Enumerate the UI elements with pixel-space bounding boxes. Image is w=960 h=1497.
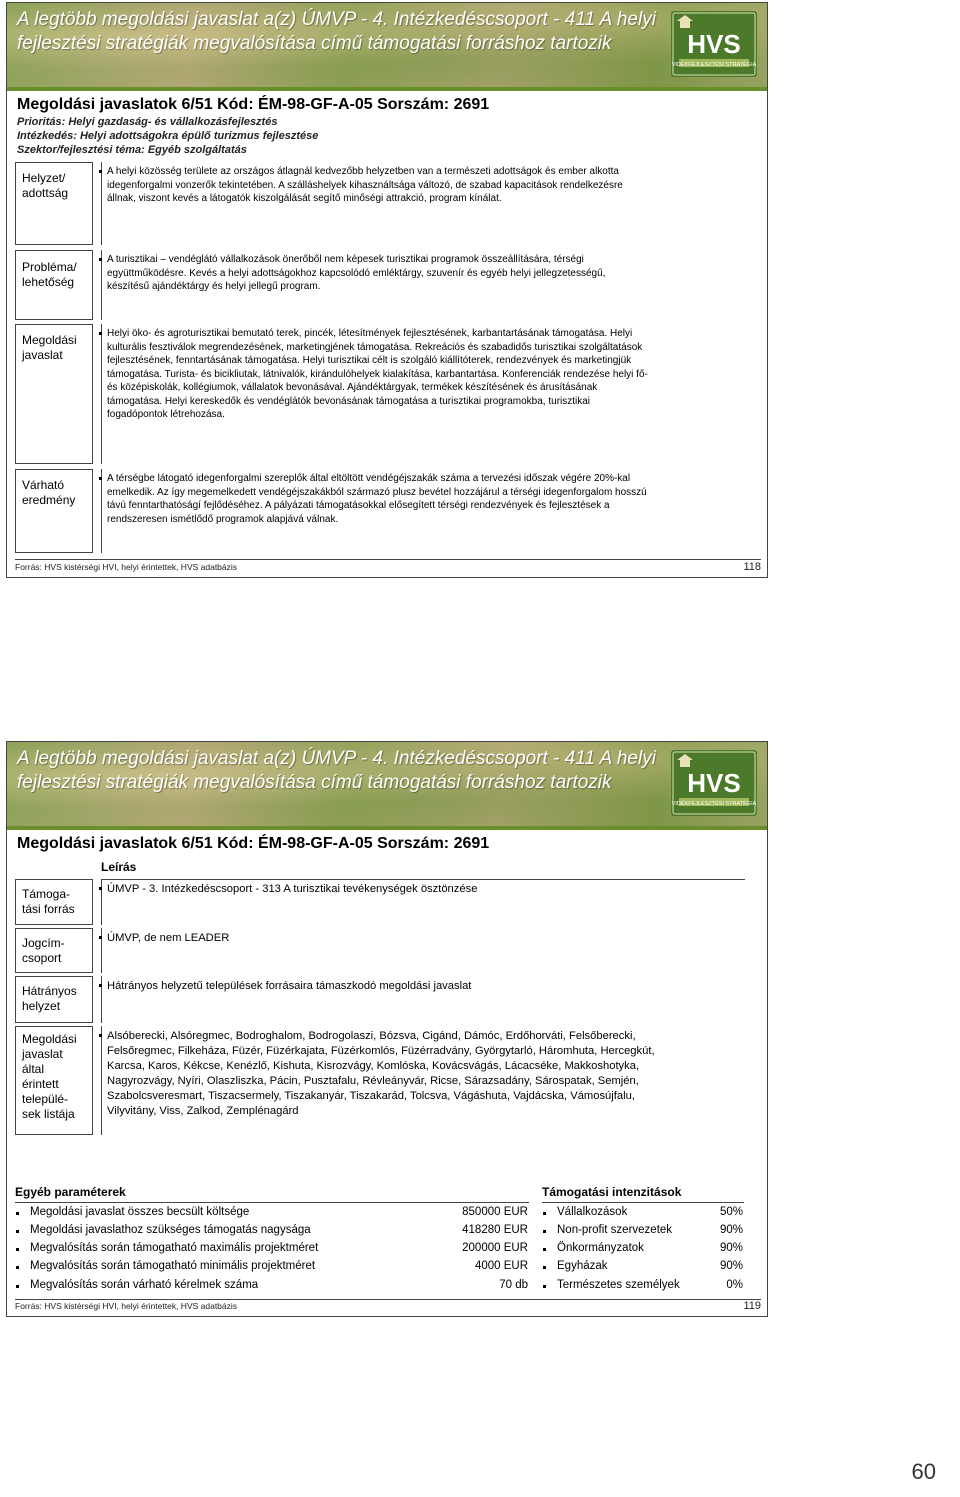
intensity-row: Természetes személyek 0% — [557, 1279, 743, 1291]
header-title-line1: A legtöbb megoldási javaslat a(z) ÚMVP - 4. Intézkedéscsoport - 411 A helyi — [17, 748, 656, 769]
label-problema: Probléma/ lehetőség — [15, 250, 93, 320]
slide-header — [7, 742, 767, 826]
source-note: Forrás: HVS kistérségi HVI, helyi érintettek, HVS adatbázis — [15, 1301, 238, 1311]
header-title-line2: fejlesztési stratégiák megvalósítása című támogatási forráshoz tartozik — [17, 33, 612, 54]
intensity-row: Vállalkozások 50% — [557, 1206, 743, 1218]
source-note: Forrás: HVS kistérségi HVI, helyi érintettek, HVS adatbázis — [15, 562, 238, 572]
param-row: Megvalósítás során támogatható maximális projektméret 200000 EUR — [30, 1242, 528, 1254]
header-divider — [7, 826, 767, 830]
svg-text:VIDÉKFEJLESZTÉSI STRATÉGIA: VIDÉKFEJLESZTÉSI STRATÉGIA — [671, 801, 757, 807]
intensity-row: Önkormányzatok 90% — [557, 1242, 743, 1254]
label-jogcimcsoport: Jogcím- csoport — [15, 928, 93, 973]
intensity-row: Non-profit szervezetek 90% — [557, 1224, 743, 1236]
label-helyzet: Helyzet/ adottság — [15, 162, 93, 245]
column-header-leiras: Leírás — [101, 860, 137, 874]
label-erintett-telepulesek: Megoldási javaslat által érintett települé- sek listája — [15, 1026, 93, 1135]
param-row: Megvalósítás során támogatható minimális projektméret 4000 EUR — [30, 1260, 528, 1272]
param-row: Megvalósítás során várható kérelmek száma 70 db — [30, 1279, 528, 1291]
megoldasi-text: Helyi öko- és agroturisztikai bemutató terek, pincék, létesítmények fejlesztésének, karbantartásának támogatása. Helyi kulturális fesztiválok megrendezésének, marketingjének támogatása. Rekreációs és szabadidős turisztikai szolgáltatások fejlesztésének, fenntartásának támogatása. Helyi turisztikai célt is szolgáló kiállítóterek, rendezvények és marketingjük támogatása. Turista- és bicikliutak, látnivalók, kirándulóhelyek kialakítása, karbantartása. Konferenciák rendezése helyi fő- és középiskolák, kollégiumok, vállalatok bevonásával. Ajándéktárgyak, termékek készítésének és árusításának támogatása. Helyi kereskedők és vendéglátók bevonásának támogatása a turisztikai programokba, turisztikai fogadópontok létrehozása. — [107, 327, 757, 422]
jogcimcsoport-text: ÚMVP, de nem LEADER — [107, 931, 757, 946]
intensity-title: Támogatási intenzitások — [542, 1185, 682, 1199]
svg-text:HVS: HVS — [687, 768, 741, 798]
label-hatranyos-helyzet: Hátrányos helyzet — [15, 976, 93, 1023]
label-megoldasi: Megoldási javaslat — [15, 324, 93, 464]
slide-118 — [6, 2, 768, 578]
header-title-line2: fejlesztési stratégiák megvalósítása című támogatási forráshoz tartozik — [17, 772, 612, 793]
tamogatasi-forras-text: ÚMVP - 3. Intézkedéscsoport - 313 A turisztikai tevékenységek ösztönzése — [107, 882, 757, 897]
helyzet-text: A helyi közösség területe az országos átlagnál kedvezőbb helyzetben van a természeti adottságok és ember alkotta idegenforgalmi vonzerők tekintetében. A szálláshelyek kihasználtsága változó, de szabad kapacitások rendelkezésre állnak, viszont kevés a látogatók kiszolgálását segítő minőségi attrakció, program kínálat. — [107, 165, 757, 206]
label-tamogatasi-forras: Támoga- tási forrás — [15, 879, 93, 925]
svg-text:HVS: HVS — [687, 29, 741, 59]
problema-text: A turisztikai – vendéglátó vállalkozások önerőből nem képesek turisztikai programok összeállítására, térségi együttműködésre. Kevés a helyi adottságokhoz kapcsolódó emléktárgy, szuvenír és egyéb helyi jellegzetességű, készítésű ajándéktárgy és helyi jellegű program. — [107, 253, 757, 294]
slide-title: Megoldási javaslatok 6/51 Kód: ÉM-98-GF-A-05 Sorszám: 2691 — [17, 835, 490, 852]
slide-page-number: 119 — [743, 1300, 761, 1312]
intensity-row: Egyházak 90% — [557, 1260, 743, 1272]
slide-page-number: 118 — [743, 561, 761, 573]
document-page-number: 60 — [911, 1459, 936, 1484]
params-title: Egyéb paraméterek — [15, 1185, 126, 1199]
sector-line: Szektor/fejlesztési téma: Egyéb szolgáltatás — [17, 144, 247, 156]
slide-title: Megoldási javaslatok 6/51 Kód: ÉM-98-GF-A-05 Sorszám: 2691 — [17, 96, 490, 113]
hvs-logo-icon — [671, 750, 757, 816]
varhato-text: A térségbe látogató idegenforgalmi szereplők által eltöltött vendégéjszakák száma a tervezési időszak végére 20%-kal emelkedik. Az így megemelkedett vendégéjszakákból származó plusz bevétel hozzájárul a térségi idegenforgalom hosszú távú fenntarthatóságí fejlődéséhez. A pályázati támogatásokkal elősegített térségi rendezvények és fejlesztések a rendszeresen ismétlődő programok alapjává válnak. — [107, 472, 757, 526]
erintett-telepulesek-text: Alsóberecki, Alsóregmec, Bodroghalom, Bodrogolaszi, Bózsva, Cigánd, Dámóc, Erdőhorváti, Felsőberecki, Felsőregmec, Filkeháza, Füzér, Füzérkajata, Füzérkomlós, Füzérradvány, Györgytarló, Háromhuta, Hercegkút, Karcsa, Karos, Kékcse, Kenézlő, Kishuta, Kisrozvágy, Komlóska, Kovácsvágás, Lácacséke, Makkoshotyka, Nagyrozvágy, Nyíri, Olaszliszka, Pácin, Pusztafalu, Révleányvár, Ricse, Sárazsadány, Sárospatak, Semjén, Szabolcsveresmart, Tiszacsermely, Tiszakanyár, Tiszakarád, Tolcsva, Vágáshuta, Vajdácska, Vámosújfalu, Vilyvitány, Viss, Zalkod, Zemplénagárd — [107, 1029, 757, 1119]
header-divider — [7, 87, 767, 91]
param-row: Megoldási javaslathoz szükséges támogatás nagysága 418280 EUR — [30, 1224, 528, 1236]
label-varhato: Várható eredmény — [15, 469, 93, 553]
slide-119 — [6, 741, 768, 1317]
measure-line: Intézkedés: Helyi adottságokra épülő turizmus fejlesztése — [17, 130, 319, 142]
header-title-line1: A legtöbb megoldási javaslat a(z) ÚMVP - 4. Intézkedéscsoport - 411 A helyi — [17, 9, 656, 30]
param-row: Megoldási javaslat összes becsült költsége 850000 EUR — [30, 1206, 528, 1218]
hvs-logo-icon — [671, 11, 757, 77]
priority-line: Prioritás: Helyi gazdaság- és vállalkozásfejlesztés — [17, 116, 278, 128]
svg-text:VIDÉKFEJLESZTÉSI STRATÉGIA: VIDÉKFEJLESZTÉSI STRATÉGIA — [671, 62, 757, 68]
hatranyos-helyzet-text: Hátrányos helyzetű települések forrásaira támaszkodó megoldási javaslat — [107, 979, 757, 994]
slide-header — [7, 3, 767, 87]
